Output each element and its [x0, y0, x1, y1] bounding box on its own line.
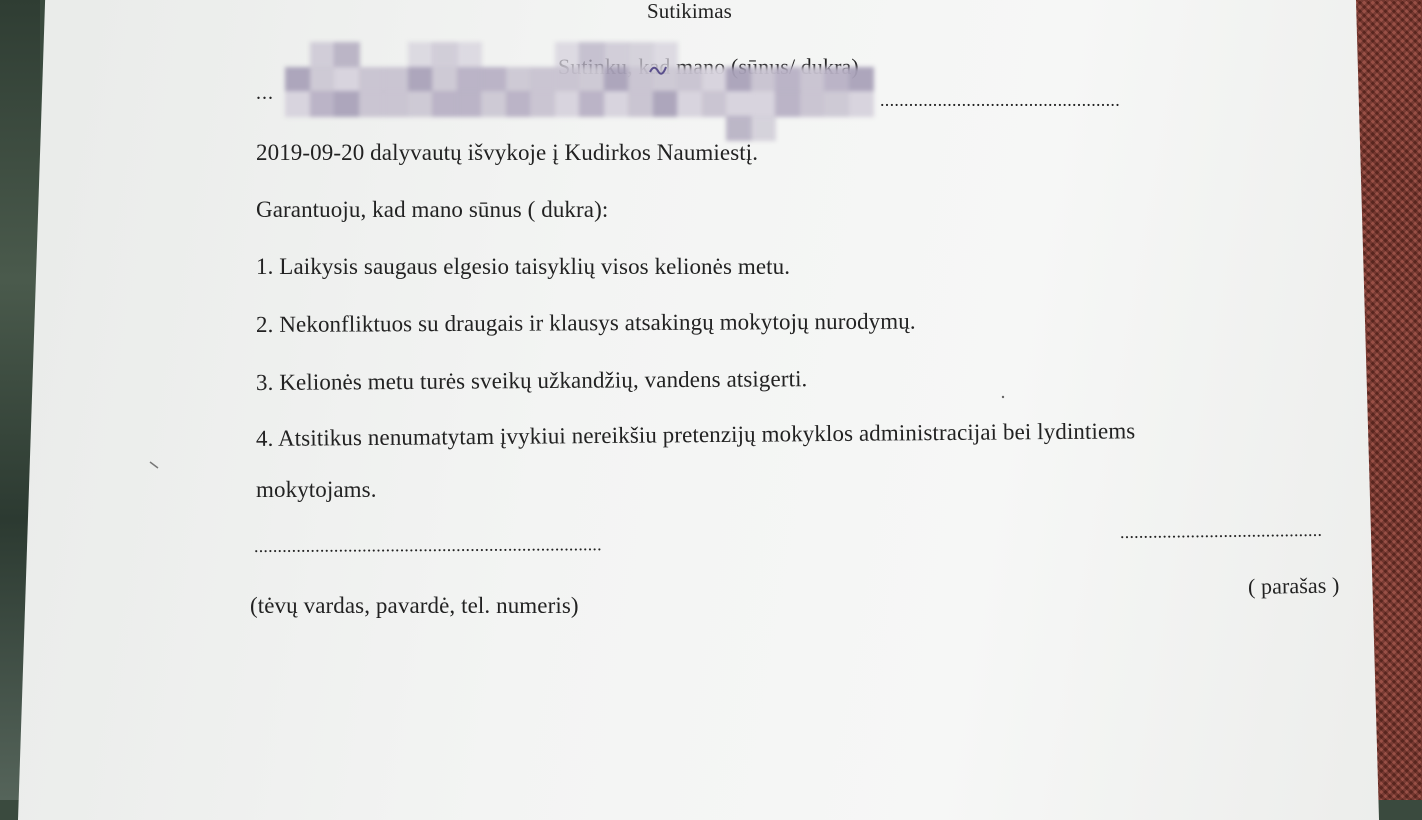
blur-pixel — [334, 42, 360, 68]
blur-pixel — [408, 91, 434, 117]
blur-pixel — [555, 42, 581, 68]
blur-pixel — [702, 91, 728, 117]
blur-pixel — [751, 91, 777, 117]
blur-pixel — [457, 42, 483, 68]
blur-pixel — [506, 67, 532, 93]
blur-pixel — [726, 91, 752, 117]
blur-pixel — [849, 91, 875, 117]
list-item-continuation: mokytojams. — [256, 477, 377, 502]
blur-pixel — [751, 67, 777, 93]
blur-pixel — [579, 67, 605, 93]
blur-pixel — [628, 91, 654, 117]
list-item: 3. Kelionės metu turės sveikų užkandžių, vandens atsigerti. — [255, 366, 808, 395]
blur-pixel — [481, 67, 507, 93]
blur-pixel — [555, 91, 581, 117]
redacted-name-blur — [285, 42, 875, 142]
blur-pixel — [310, 42, 336, 68]
blur-pixel — [849, 67, 875, 93]
blur-pixel — [677, 67, 703, 93]
blur-pixel — [285, 67, 311, 93]
list-item: 2. Nekonfliktuos su draugais ir klausys atsakingų mokytojų nurodymų. — [255, 308, 916, 337]
blur-pixel — [653, 91, 679, 117]
blur-pixel — [604, 67, 630, 93]
blur-pixel — [677, 91, 703, 117]
blur-pixel — [408, 67, 434, 93]
blur-pixel — [824, 91, 850, 117]
blur-pixel — [383, 67, 409, 93]
blur-pixel — [481, 91, 507, 117]
name-prefix-dots: ... — [256, 82, 274, 104]
blur-pixel — [310, 91, 336, 117]
blur-pixel — [726, 67, 752, 93]
blur-pixel — [579, 91, 605, 117]
blur-pixel — [432, 91, 458, 117]
blur-pixel — [310, 67, 336, 93]
list-item: 1. Laikysis saugaus elgesio taisyklių visos kelionės metu. — [256, 254, 791, 279]
blur-pixel — [432, 42, 458, 68]
blur-pixel — [359, 67, 385, 93]
guarantee-line: Garantuoju, kad mano sūnus ( dukra): — [256, 197, 609, 222]
trip-date-line: 2019-09-20 dalyvautų išvykoje į Kudirkos Naumiestį. — [256, 140, 759, 165]
blur-pixel — [800, 91, 826, 117]
blur-pixel — [824, 67, 850, 93]
blur-pixel — [702, 67, 728, 93]
blur-pixel — [751, 116, 777, 142]
blur-pixel — [579, 42, 605, 68]
blur-pixel — [506, 91, 532, 117]
blur-pixel — [604, 42, 630, 68]
blur-pixel — [457, 91, 483, 117]
name-fill-dots: .................................................. — [880, 90, 1120, 110]
pen-scribble-mark — [648, 58, 670, 80]
blur-pixel — [775, 67, 801, 93]
list-item: 4. Atsitikus nenumatytam įvykiui nereikšiu pretenzijų mokyklos administracijai bei lydintiems — [255, 418, 1136, 451]
blur-pixel — [408, 42, 434, 68]
blur-pixel — [726, 116, 752, 142]
blur-pixel — [530, 91, 556, 117]
document-title: Sutikimas — [647, 0, 732, 23]
blur-pixel — [334, 91, 360, 117]
parent-info-label: (tėvų vardas, pavardė, tel. numeris) — [250, 593, 579, 618]
blur-pixel — [604, 91, 630, 117]
blur-pixel — [432, 67, 458, 93]
parent-info-field: .......................................................................... — [253, 534, 602, 556]
blur-pixel — [334, 67, 360, 93]
blur-pixel — [359, 91, 385, 117]
blur-pixel — [530, 67, 556, 93]
blur-pixel — [555, 67, 581, 93]
blur-pixel — [457, 67, 483, 93]
blur-pixel — [775, 91, 801, 117]
blur-pixel — [800, 67, 826, 93]
signature-field: ........................................... — [1119, 519, 1323, 542]
blur-pixel — [285, 91, 311, 117]
blur-pixel — [383, 91, 409, 117]
signature-label: ( parašas ) — [1247, 572, 1340, 599]
